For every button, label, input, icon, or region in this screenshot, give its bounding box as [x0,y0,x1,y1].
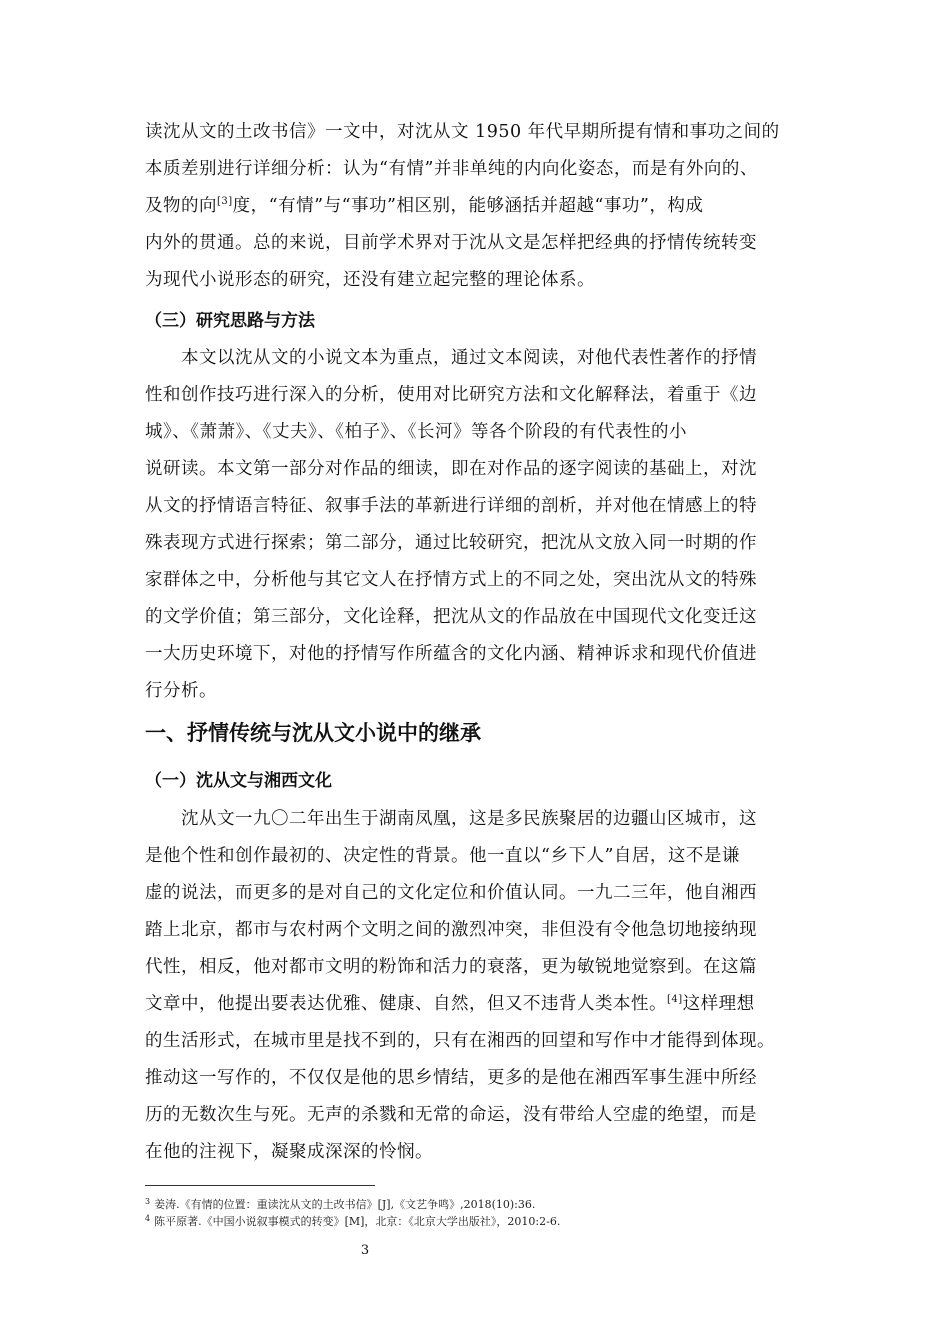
chapter-heading: 一、抒情传统与沈从文小说中的继承 [145,721,481,745]
paragraph-method [145,340,815,710]
paragraph-xiangxi [145,801,815,1171]
text-line: 读沈从文的土改书信》一文中，对沈从文 1950 年代早期所提有情和事功之间的 [145,122,780,142]
footnote-text: 姜涛.《有情的位置：重读沈从文的土改书信》[J],《文艺争鸣》,2018(10):36. [154,1198,536,1211]
text-line: 说研读。本文第一部分对作品的细读，即在对作品的逐字阅读的基础上，对沈 [145,459,757,479]
text-line: 行分析。 [145,681,217,701]
text-line: 从文的抒情语言特征、叙事手法的革新进行详细的剖析，并对他在情感上的特 [145,496,757,516]
text-line: 是他个性和创作最初的、决定性的背景。他一直以“乡下人”自居，这不是谦 [145,846,740,866]
footnote-divider [145,1185,375,1186]
text-line: 的生活形式，在城市里是找不到的，只有在湘西的回望和写作中才能得到体现。 [145,1031,775,1051]
text-line: 城》、《萧萧》、《丈夫》、《柏子》、《长河》等各个阶段的有代表性的小 [145,422,687,442]
text-line: 沈从文一九〇二年出生于湖南凤凰，这是多民族聚居的边疆山区城市，这 [181,809,757,829]
footnote-text: 陈平原著.《中国小说叙事模式的转变》[M]，北京：《北京大学出版社》，2010:2-6. [154,1215,561,1228]
text-fragment: 这样理想 [682,994,755,1014]
footnote [145,1213,560,1229]
text-line: 虚的说法，而更多的是对自己的文化定位和价值认同。一九二三年，他自湘西 [145,883,757,903]
footnote [145,1196,535,1212]
text-line: 推动这一写作的，不仅仅是他的思乡情结，更多的是他在湘西军事生涯中所经 [145,1068,757,1088]
text-line [145,986,815,1023]
text-line: 历的无数次生与死。无声的杀戮和无常的命运，没有带给人空虚的绝望，而是 [145,1105,757,1125]
citation-ref: [3] [217,196,233,207]
text-line: 内外的贯通。总的来说，目前学术界对于沈从文是怎样把经典的抒情传统转变 [145,233,757,253]
text-fragment: 文章中，他提出要表达优雅、健康、自然，但又不违背人类本性。 [145,994,667,1014]
text-line: 本质差别进行详细分析：认为“有情”并非单纯的内向化姿态，而是有外向的、 [145,159,758,179]
text-line: 本文以沈从文的小说文本为重点，通过文本阅读，对他代表性著作的抒情 [181,348,757,368]
paragraph-intro [145,114,815,299]
footnote-number: 4 [145,1214,151,1223]
text-line: 的文学价值；第三部分，文化诠释，把沈从文的作品放在中国现代文化变迁这 [145,607,757,627]
section-heading: （三）研究思路与方法 [145,311,315,331]
text-line [145,188,815,225]
text-line: 代性，相反，他对都市文明的粉饰和活力的衰落，更为敏锐地觉察到。在这篇 [145,957,757,977]
text-line: 在他的注视下，凝聚成深深的怜悯。 [145,1142,433,1162]
page-number: 3 [360,1243,370,1258]
text-line: 家群体之中，分析他与其它文人在抒情方式上的不同之处，突出沈从文的特殊 [145,570,757,590]
text-line: 为现代小说形态的研究，还没有建立起完整的理论体系。 [145,270,595,290]
citation-ref: [4] [667,994,683,1005]
text-line: 一大历史环境下，对他的抒情写作所蕴含的文化内涵、精神诉求和现代价值进 [145,644,757,664]
section-heading: （一）沈从文与湘西文化 [145,771,332,791]
footnote-number: 3 [145,1197,151,1206]
text-fragment: 及物的向 [145,196,217,216]
text-line: 性和创作技巧进行深入的分析，使用对比研究方法和文化解释法，着重于《边 [145,385,757,405]
text-fragment: 度，“有情”与“事功”相区别，能够涵括并超越“事功”，构成 [232,196,704,216]
text-line: 殊表现方式进行探索；第二部分，通过比较研究，把沈从文放入同一时期的作 [145,533,757,553]
text-line: 踏上北京，都市与农村两个文明之间的激烈冲突，非但没有令他急切地接纳现 [145,920,757,940]
